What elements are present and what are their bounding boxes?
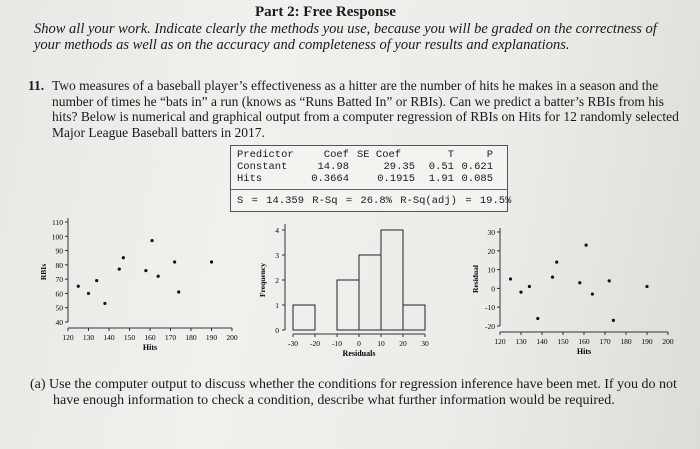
reg-row1-t: 0.51 bbox=[428, 161, 454, 173]
reg-row1-p: 0.621 bbox=[461, 161, 493, 173]
rbi-scatter-y-tick-label: 90 bbox=[55, 246, 63, 256]
residual-plot-y-tick-label: 20 bbox=[487, 246, 495, 256]
rbi-scatter-x-tick-label: 150 bbox=[123, 333, 136, 342]
residual-histogram-x-tick-label: -20 bbox=[310, 339, 320, 348]
rbi-scatter-point bbox=[210, 260, 213, 263]
instructions-line-1: Show all your work. Indicate clearly the methods you use, because you will be graded on the correctness of bbox=[34, 21, 657, 37]
rbi-scatter-y-tick-label: 60 bbox=[55, 289, 63, 299]
rbi-scatter-x-tick-label: 140 bbox=[103, 333, 115, 342]
part-a bbox=[30, 377, 690, 409]
reg-header-predictor: Predictor bbox=[237, 149, 294, 161]
residual-plot-point bbox=[645, 285, 648, 288]
question-line-1: Two measures of a baseball player’s effectiveness as a hitter are the number of hits he makes in a season and the bbox=[52, 78, 659, 93]
residual-histogram-x-tick-label: -30 bbox=[288, 339, 298, 348]
residual-histogram-y-tick-label: 1 bbox=[275, 301, 279, 310]
rbi-scatter-point bbox=[118, 268, 121, 271]
question-line-3: hits? Below is numerical and graphical output from a computer regression of RBIs on Hits for 12 randomly selected bbox=[52, 109, 679, 124]
residual-histogram-x-tick-label: 20 bbox=[399, 339, 407, 348]
residual-plot-y-tick-label: 30 bbox=[487, 228, 495, 237]
rbi-scatter-y-label: RBIs bbox=[39, 263, 48, 281]
rbi-scatter-x-tick-label: 180 bbox=[185, 333, 197, 342]
residual-histogram-x-tick-label: 30 bbox=[421, 339, 429, 348]
reg-row1-coef: 14.98 bbox=[317, 161, 349, 173]
residual-plot-point bbox=[578, 281, 581, 284]
rbi-scatter-point bbox=[95, 279, 98, 282]
residual-plot-x-tick-label: 190 bbox=[641, 337, 653, 346]
residual-plot-point bbox=[536, 317, 539, 320]
question-line-2: number of times he “bats in” a run (knows as “Runs Batted In” or RBIs). Can we predict a batter’s RBIs from his bbox=[52, 93, 664, 109]
residual-plot-point bbox=[528, 285, 531, 288]
residual-plot-x-tick-label: 130 bbox=[515, 337, 527, 346]
residual-plot-point bbox=[591, 292, 594, 295]
rbi-scatter-point bbox=[122, 256, 125, 259]
reg-row2-t: 1.91 bbox=[428, 173, 454, 185]
rbi-scatter-y-tick-label: 70 bbox=[55, 275, 63, 285]
residual-plot-point bbox=[555, 260, 558, 263]
residual-histogram-x-tick-label: 10 bbox=[377, 339, 385, 348]
reg-row1-predictor: Constant bbox=[237, 161, 288, 173]
rbi-scatter-x-tick-label: 170 bbox=[164, 333, 177, 342]
residual-plot-x-tick-label: 120 bbox=[494, 337, 506, 346]
residual-plot-y-tick-label: 10 bbox=[487, 265, 495, 275]
part-a-text-1: Use the computer output to discuss whether the conditions for regression inference have been met. If you do not bbox=[49, 377, 677, 392]
question-number: 11. bbox=[28, 78, 45, 93]
reg-summary: S = 14.359 R-Sq = 26.8% R-Sq(adj) = 19.5% bbox=[237, 195, 512, 207]
residual-histogram-y-tick-label: 4 bbox=[275, 226, 279, 235]
reg-row2-secoef: 0.1915 bbox=[377, 173, 415, 185]
residual-histogram-bar bbox=[337, 280, 359, 330]
residual-plot-y-tick-label: -20 bbox=[485, 322, 495, 331]
residual-plot-x-tick-label: 160 bbox=[578, 337, 590, 346]
rbi-scatter-x-label: Hits bbox=[142, 343, 158, 352]
part-a-line-1 bbox=[30, 377, 690, 393]
rbi-scatter-x-tick-label: 200 bbox=[226, 333, 238, 342]
residual-histogram-bar bbox=[403, 305, 425, 330]
rbi-scatter-point bbox=[150, 239, 153, 242]
reg-row2-p: 0.085 bbox=[461, 173, 493, 185]
rbi-scatter-x-tick-label: 120 bbox=[62, 333, 74, 342]
rbi-scatter-point bbox=[173, 260, 176, 263]
residual-histogram-y-tick-label: 3 bbox=[275, 251, 279, 260]
rbi-scatter-y-tick-label: 100 bbox=[51, 232, 63, 242]
rbi-scatter-point bbox=[144, 269, 147, 272]
residual-histogram-x-label: Residuals bbox=[342, 349, 376, 358]
reg-header-coef: Coef bbox=[323, 149, 349, 161]
residual-plot-point bbox=[509, 277, 512, 280]
rbi-scatter-point bbox=[177, 290, 180, 293]
residual-plot-point bbox=[519, 291, 522, 294]
reg-row2-predictor: Hits bbox=[237, 173, 263, 185]
reg-header-secoef: SE Coef bbox=[357, 149, 402, 161]
residual-histogram-y-tick-label: 0 bbox=[275, 326, 279, 335]
question-line-4: Major League Baseball batters in 2017. bbox=[52, 124, 265, 140]
reg-header-p: P bbox=[486, 149, 493, 161]
rbi-scatter-y-tick-label: 110 bbox=[52, 218, 63, 227]
residual-histogram-y-tick-label: 2 bbox=[275, 276, 279, 285]
residual-plot-y-tick-label: -10 bbox=[485, 303, 495, 313]
residual-histogram-bar bbox=[381, 230, 403, 330]
part-a-line-2: have enough information to check a condition, describe what further information would be required. bbox=[53, 393, 615, 408]
residual-plot-point bbox=[585, 244, 588, 247]
reg-header-t: T bbox=[447, 149, 454, 161]
rbi-scatter-y-tick-label: 80 bbox=[55, 260, 63, 270]
rbi-scatter-y-tick-label: 40 bbox=[55, 318, 63, 327]
residual-plot-x-tick-label: 150 bbox=[557, 337, 569, 346]
rbi-scatter-point bbox=[77, 285, 80, 288]
residual-histogram-bar bbox=[359, 255, 381, 330]
residual-plot-x-tick-label: 170 bbox=[599, 337, 611, 346]
rbi-scatter-x-tick-label: 160 bbox=[144, 333, 156, 342]
rbi-scatter-x-tick-label: 130 bbox=[82, 333, 95, 342]
instructions-line-2: your methods as well as on the accuracy and completeness of your results and explanations. bbox=[34, 37, 570, 53]
reg-row2-coef: 0.3664 bbox=[311, 173, 349, 185]
residual-plot-y-tick-label: 0 bbox=[491, 284, 495, 294]
residual-plot-x-tick-label: 140 bbox=[536, 337, 548, 346]
residual-plot-point bbox=[612, 319, 615, 322]
residual-histogram-x-tick-label: 0 bbox=[357, 339, 361, 348]
rbi-scatter-point bbox=[157, 275, 160, 278]
rbi-scatter-x-tick-label: 190 bbox=[205, 333, 218, 342]
residual-histogram-y-label: Frequency bbox=[258, 262, 267, 298]
residual-plot-x-tick-label: 200 bbox=[662, 337, 674, 346]
part-a-label: (a) bbox=[30, 377, 46, 392]
residual-plot-y-label: Residual bbox=[471, 265, 480, 293]
rbi-scatter-point bbox=[87, 292, 90, 295]
rbi-scatter-y-tick-label: 50 bbox=[55, 303, 63, 313]
residual-histogram-x-tick-label: -10 bbox=[332, 339, 342, 348]
residual-plot-x-label: Hits bbox=[576, 347, 592, 356]
residual-plot-point bbox=[551, 276, 554, 279]
rbi-scatter-point bbox=[103, 302, 106, 305]
residual-plot-point bbox=[608, 279, 611, 282]
reg-row1-secoef: 29.35 bbox=[383, 161, 415, 173]
residual-plot-x-tick-label: 180 bbox=[620, 337, 632, 346]
residual-histogram-bar bbox=[293, 305, 315, 330]
page-title: Part 2: Free Response bbox=[255, 4, 396, 20]
